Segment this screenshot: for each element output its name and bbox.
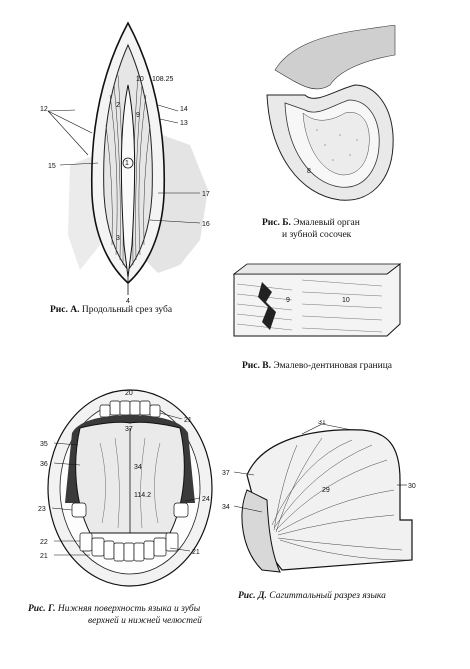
label-b-8: 8	[307, 168, 311, 175]
label-a-15: 15	[48, 163, 56, 170]
caption-figure-b	[262, 217, 360, 241]
caption-d-text: Сагиттальный разрез языка	[269, 591, 386, 601]
figure-a-tooth-section	[40, 15, 220, 305]
label-g-37: 37	[125, 426, 133, 433]
label-a-9: 9	[136, 112, 140, 119]
caption-figure-a	[50, 304, 172, 316]
label-g-22: 22	[40, 539, 48, 546]
label-g-24: 24	[202, 496, 210, 503]
caption-figure-g	[28, 603, 202, 627]
caption-b-line2: и зубной сосочек	[282, 230, 352, 240]
label-d-29: 29	[322, 487, 330, 494]
label-g-34: 34	[134, 464, 142, 471]
label-g-114-2: 114.2	[134, 492, 151, 499]
caption-figure-d	[238, 590, 386, 602]
label-g-36: 36	[40, 461, 48, 468]
caption-figure-v	[242, 360, 392, 372]
label-a-12: 12	[40, 106, 48, 113]
figure-v-enamel-dentin-border	[232, 262, 407, 342]
caption-g-line1: Нижняя поверхность языка и зубы	[57, 604, 201, 614]
caption-v-text: Эмалево-дентиновая граница	[273, 361, 393, 371]
label-d-37: 37	[222, 470, 230, 477]
label-v-9: 9	[286, 297, 290, 304]
caption-b-label: Рис. Б.	[262, 218, 291, 228]
caption-g-label: Рис. Г.	[28, 604, 56, 614]
figure-g-tongue-underside	[30, 383, 220, 588]
label-a-14: 14	[180, 106, 188, 113]
label-a-2: 2	[116, 102, 120, 109]
caption-a-text: Продольный срез зуба	[81, 305, 173, 315]
label-a-1: 1	[125, 160, 129, 167]
label-v-10: 10	[342, 297, 350, 304]
caption-d-label: Рис. Д.	[238, 591, 267, 601]
caption-b-line1: Эмалевый орган	[293, 218, 360, 228]
label-g-20: 20	[125, 390, 133, 397]
label-g-35: 35	[40, 441, 48, 448]
label-g-21-bottom-left: 21	[40, 553, 48, 560]
figure-b-enamel-organ	[245, 25, 415, 215]
caption-g-line2: верхней и нижней челюстей	[88, 616, 202, 626]
figure-d-sagittal-tongue	[222, 420, 422, 580]
caption-a-label: Рис. А.	[50, 305, 80, 315]
label-a-17: 17	[202, 191, 210, 198]
label-a-16: 16	[202, 221, 210, 228]
label-g-21-bottom-right: 21	[192, 549, 200, 556]
label-g-23: 23	[38, 506, 46, 513]
label-d-30: 30	[408, 483, 416, 490]
label-a-10: 10	[136, 76, 144, 83]
label-d-34: 34	[222, 504, 230, 511]
label-d-31: 31	[318, 420, 326, 426]
label-g-21-top: 21	[184, 417, 192, 424]
label-a-13: 13	[180, 120, 188, 127]
label-a-108-25: 108.25	[152, 76, 174, 83]
caption-v-label: Рис. В.	[242, 361, 271, 371]
label-a-3: 3	[116, 235, 120, 242]
label-a-4: 4	[126, 298, 130, 305]
